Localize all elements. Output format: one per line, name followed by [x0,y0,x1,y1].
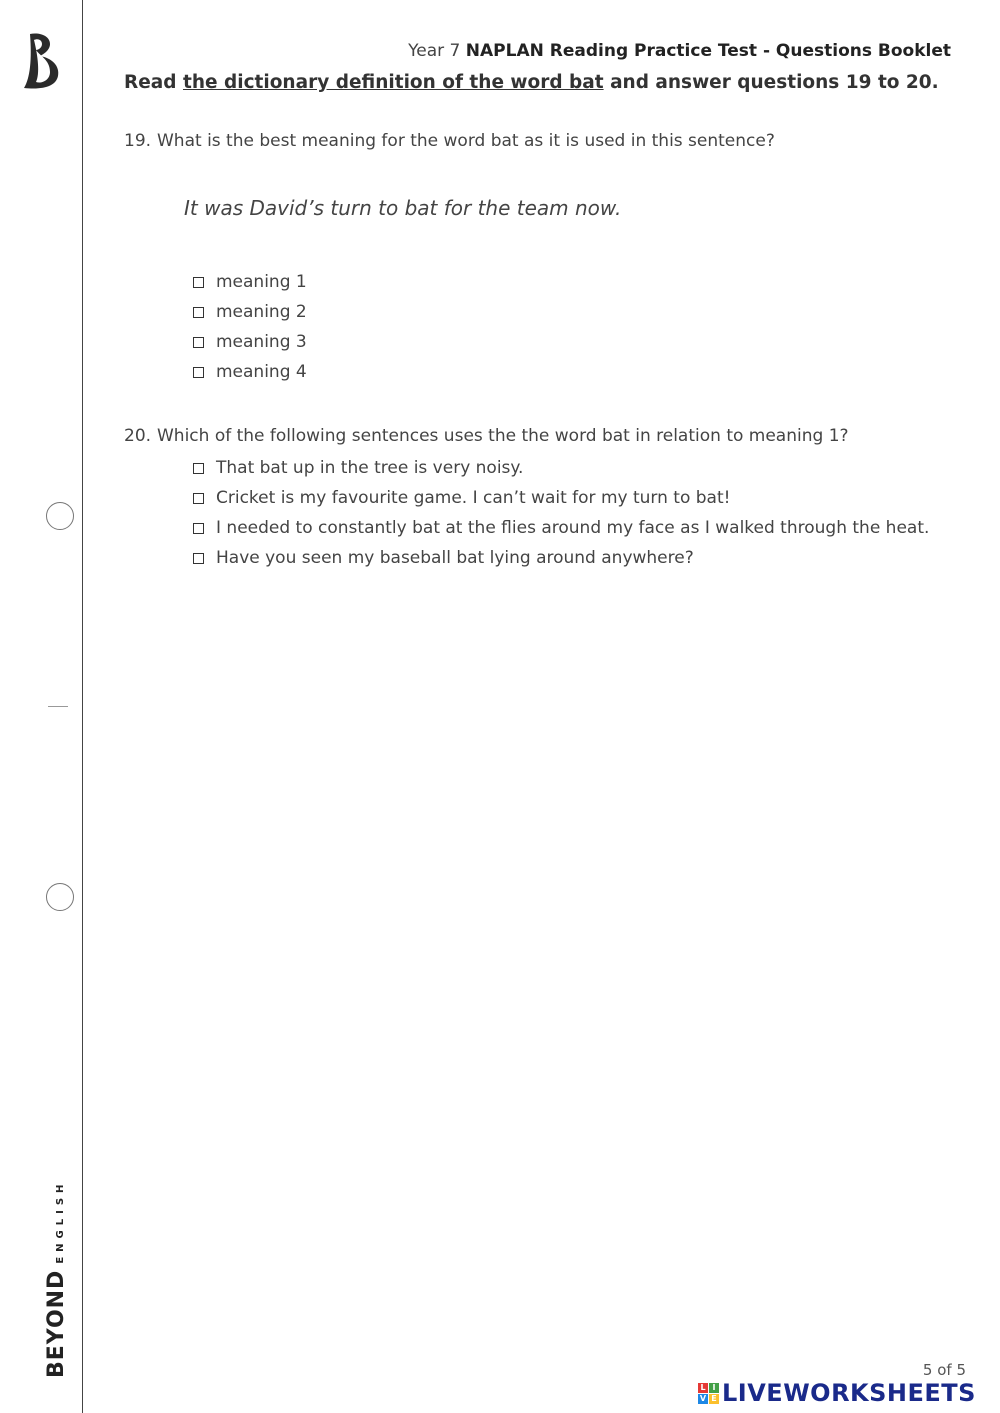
option-item[interactable] [193,513,929,543]
instruction-post: and answer questions 19 to 20. [610,72,939,93]
question-20 [124,426,849,446]
option-label: meaning 4 [216,362,307,382]
option-label: Have you seen my baseball bat lying around anywhere? [216,548,694,568]
checkbox[interactable] [193,307,204,318]
option-item[interactable] [193,483,929,513]
icon-letter: I [709,1383,719,1393]
fold-mark [48,706,68,707]
page-header [408,41,951,61]
option-label: That bat up in the tree is very noisy. [216,458,524,478]
margin-line [82,0,83,1413]
instruction-underlined: the dictionary definition of the word bat [182,72,604,93]
checkbox[interactable] [193,463,204,474]
icon-letter: V [699,1394,707,1403]
page-number: 5 of 5 [922,1361,966,1379]
beyond-logo-icon [20,30,66,90]
watermark-text: LIVEWORKSHEETS [722,1379,976,1407]
option-item[interactable] [193,357,307,387]
option-item[interactable] [193,543,929,573]
example-sentence: It was David’s turn to bat for the team now. [184,196,622,220]
q19-options [193,267,307,387]
option-label: meaning 2 [216,302,307,322]
checkbox[interactable] [193,367,204,378]
instruction-pre: Read [124,72,177,93]
option-label: I needed to constantly bat at the flies around my face as I walked through the heat. [216,518,930,538]
q20-options [193,453,929,573]
brand-wordmark [44,1180,69,1378]
option-item[interactable] [193,267,307,297]
header-title: NAPLAN Reading Practice Test - Questions Booklet [465,41,951,61]
icon-letter: E [709,1394,719,1404]
checkbox[interactable] [193,337,204,348]
question-number: 20. [124,426,152,446]
punch-hole [46,502,74,530]
checkbox[interactable] [193,277,204,288]
option-label: meaning 3 [216,332,307,352]
question-number: 19. [124,131,152,151]
option-label: meaning 1 [216,272,307,292]
checkbox[interactable] [193,553,204,564]
punch-hole [46,883,74,911]
checkbox[interactable] [193,493,204,504]
icon-letter: L [698,1383,708,1393]
liveworksheets-icon [698,1383,719,1404]
question-text: Which of the following sentences uses the the word bat in relation to meaning 1? [157,426,849,446]
header-year: Year 7 [408,41,461,61]
option-item[interactable] [193,297,307,327]
option-label: Cricket is my favourite game. I can’t wait for my turn to bat! [216,488,731,508]
brand-sub: ENGLISH [55,1179,66,1264]
liveworksheets-watermark[interactable] [698,1379,976,1407]
checkbox[interactable] [193,523,204,534]
question-19 [124,131,775,151]
question-text: What is the best meaning for the word bat as it is used in this sentence? [157,131,775,151]
option-item[interactable] [193,453,929,483]
brand-main: BEYOND [44,1269,69,1378]
instruction [124,72,939,93]
option-item[interactable] [193,327,307,357]
